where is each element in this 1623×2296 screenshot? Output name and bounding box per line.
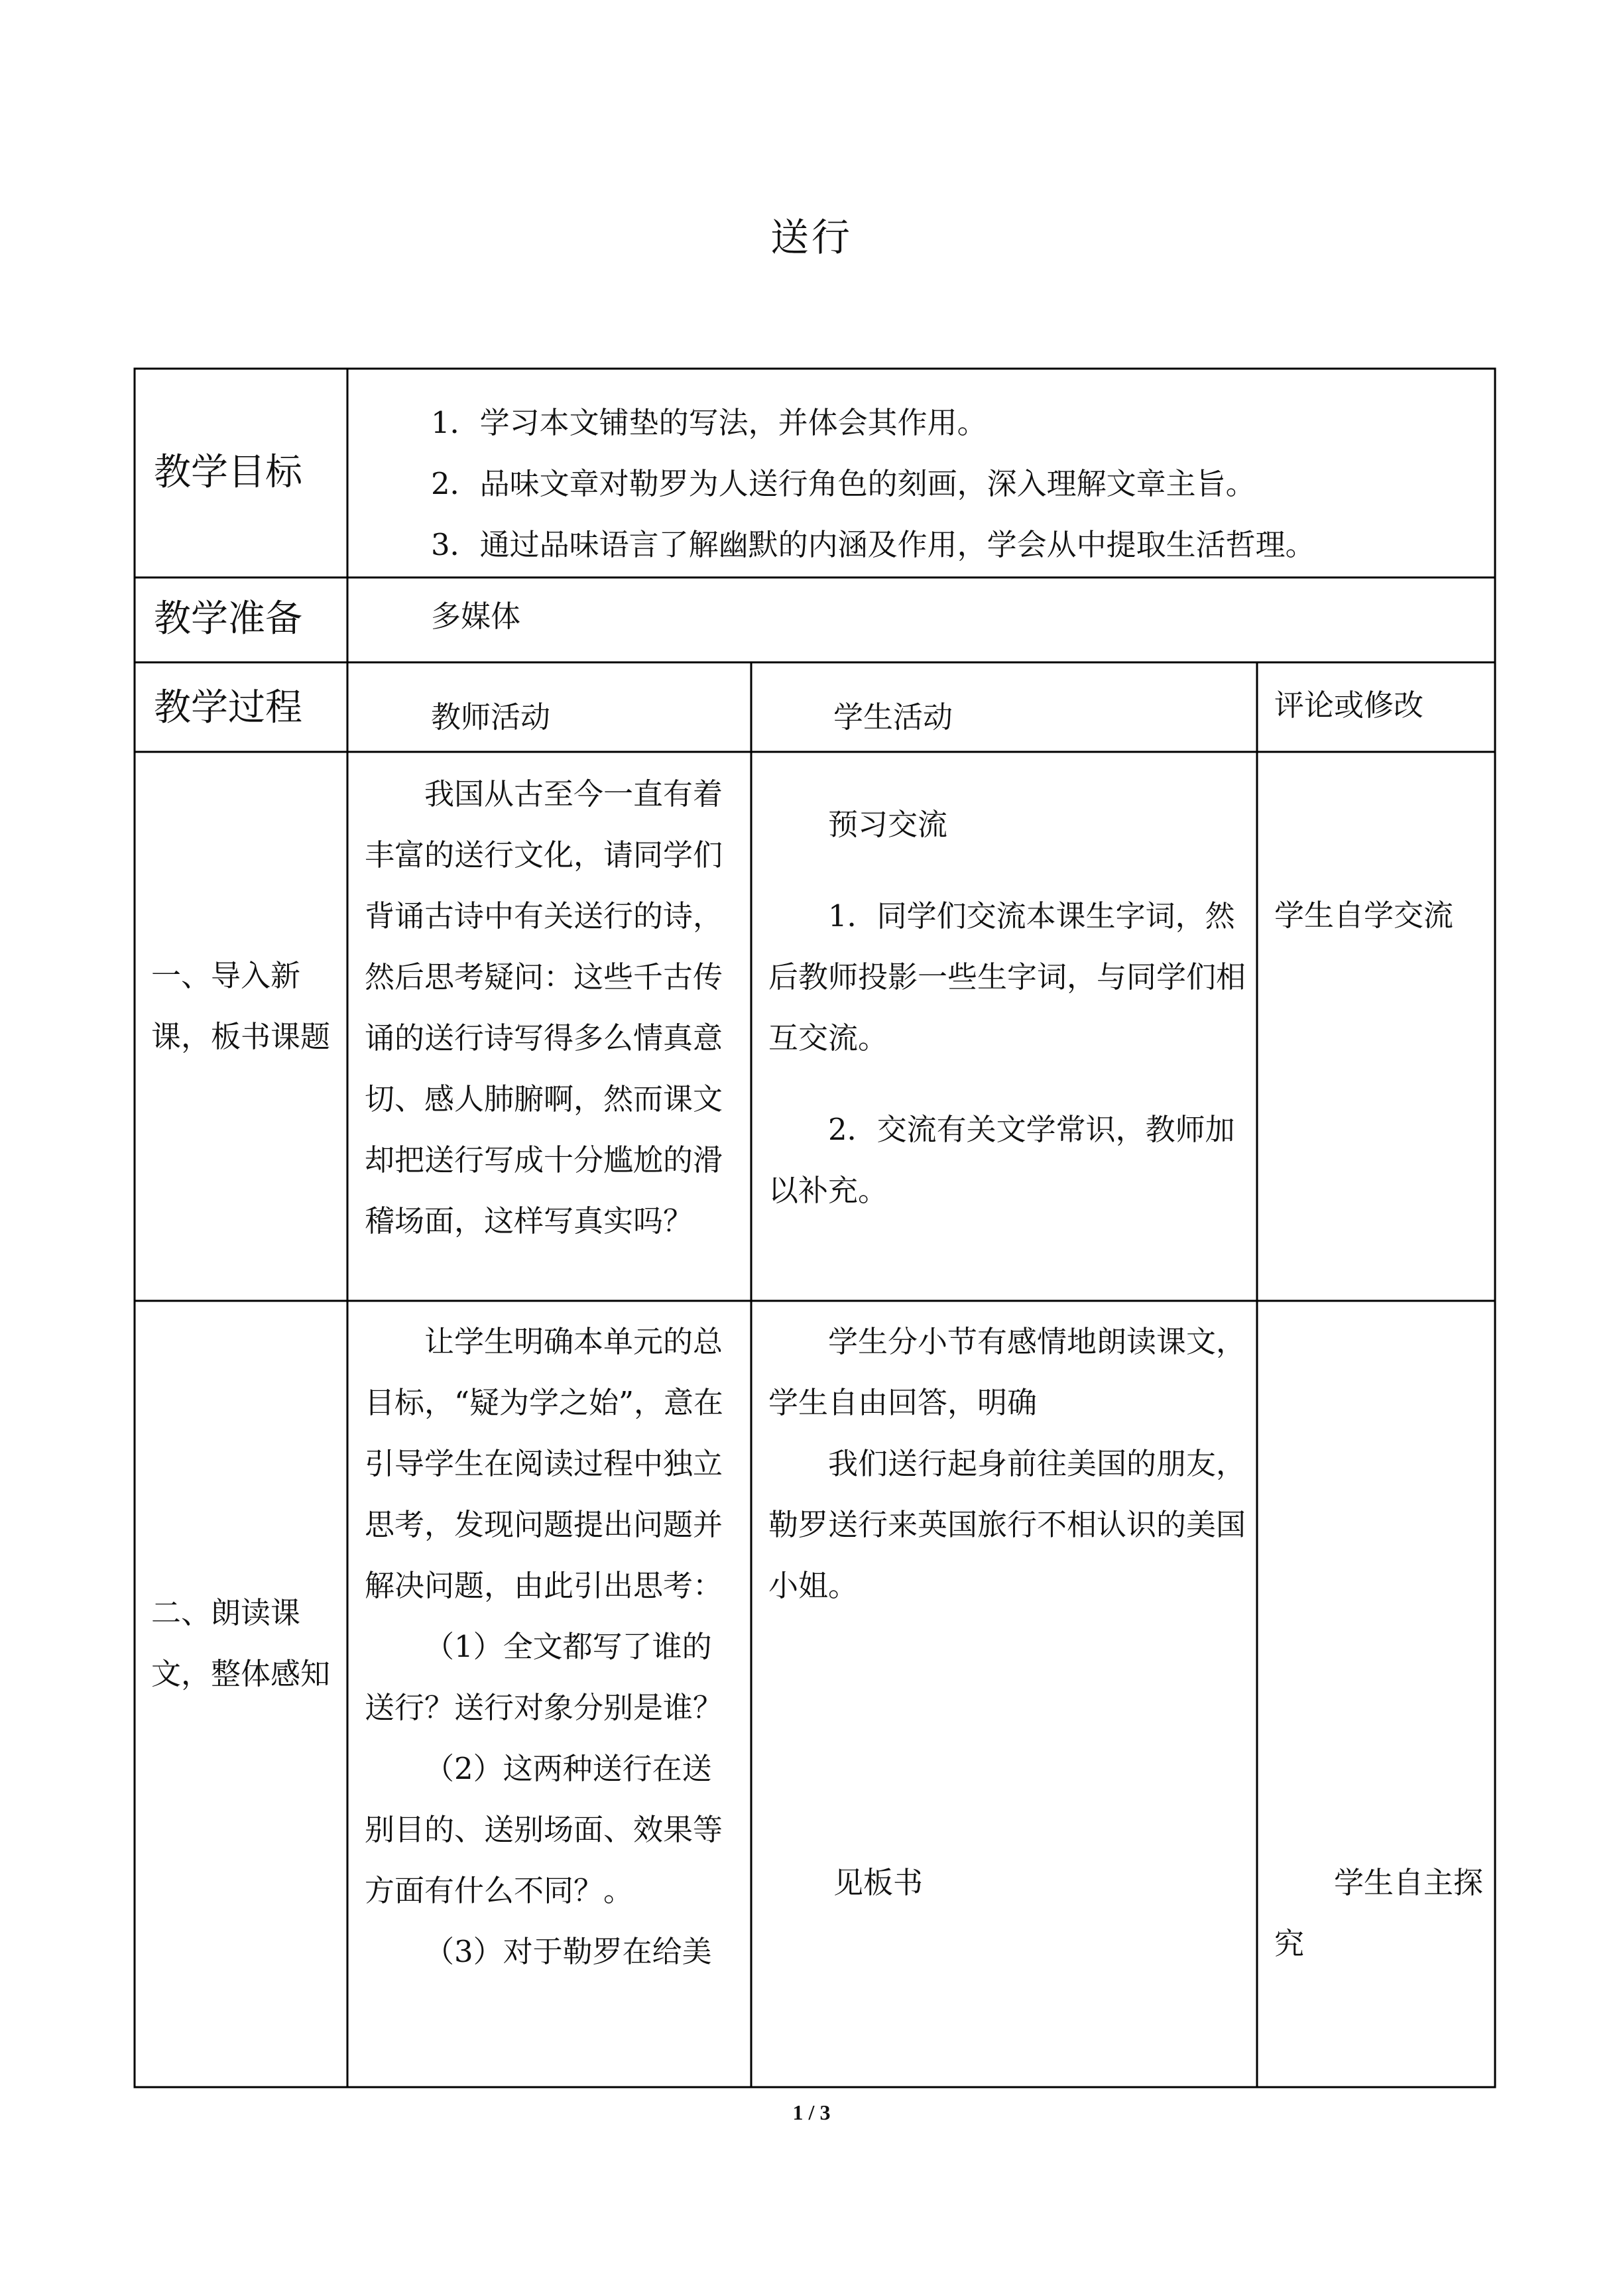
objective-item: 3．通过品味语言了解幽默的内涵及作用，学会从中提取生活哲理。	[431, 527, 1315, 562]
student-activity-header: 学生活动	[833, 699, 953, 735]
teacher-paragraph: 我国从古至今一直有着丰富的送行文化，请同学们背诵古诗中有关送行的诗，然后思考疑问：这些千古传诵的送行诗写得多么情真意切、感人肺腑啊，然而课文却把送行写成十分尴尬的滑稽场面，这样写真实吗？	[365, 776, 723, 1239]
objective-item: 1．学习本文铺垫的写法，并体会其作用。	[431, 405, 987, 440]
teacher-activity-text	[365, 1311, 739, 1982]
teacher-paragraph: （2）这两种送行在送别目的、送别场面、效果等方面有什么不同？。	[365, 1751, 723, 1908]
objectives-label: 教学目标	[154, 451, 302, 494]
student-paragraph: 我们送行起身前往美国的朋友，勒罗送行来英国旅行不相认识的美国小姐。	[768, 1446, 1246, 1603]
comment-text: 学生自学交流	[1274, 898, 1454, 933]
teacher-activity-text	[365, 764, 739, 1252]
preparation-label: 教学准备	[154, 597, 302, 640]
process-label: 教学过程	[154, 686, 302, 729]
student-activity-text	[768, 1311, 1246, 1616]
stage-label: 二、朗读课文，整体感知	[151, 1595, 331, 1691]
page-indicator: 1 / 3	[792, 2100, 831, 2124]
student-paragraph: 2．交流有关文学常识，教师加以补充。	[768, 1112, 1235, 1208]
student-paragraph: 预习交流	[828, 807, 948, 842]
preparation-value: 多媒体	[431, 599, 521, 634]
teacher-paragraph: （1）全文都写了谁的送行？送行对象分别是谁？	[365, 1629, 723, 1725]
teacher-paragraph: （3）对于勒罗在给美	[424, 1934, 712, 1969]
student-activity-board: 见板书	[833, 1865, 924, 1900]
objective-item: 2．品味文章对勒罗为人送行角色的刻画，深入理解文章主旨。	[431, 466, 1256, 501]
student-paragraph: 1．同学们交流本课生字词，然后教师投影一些生字词，与同学们相互交流。	[768, 898, 1246, 1056]
comment-text: 学生自主探究	[1274, 1865, 1484, 1961]
student-paragraph: 学生分小节有感情地朗读课文，学生自由回答，明确	[768, 1324, 1246, 1420]
teacher-activity-header: 教师活动	[431, 699, 551, 735]
document-title: 送行	[770, 215, 853, 260]
stage-label: 一、导入新课，板书课题	[151, 958, 331, 1054]
objectives-list	[431, 393, 1492, 575]
comment-header: 评论或修改	[1274, 688, 1424, 723]
teacher-paragraph: 让学生明确本单元的总目标，“疑为学之始”，意在引导学生在阅读过程中独立思考，发现问题提出问题并解决问题，由此引出思考：	[365, 1324, 724, 1603]
student-activity-text	[768, 794, 1246, 1221]
